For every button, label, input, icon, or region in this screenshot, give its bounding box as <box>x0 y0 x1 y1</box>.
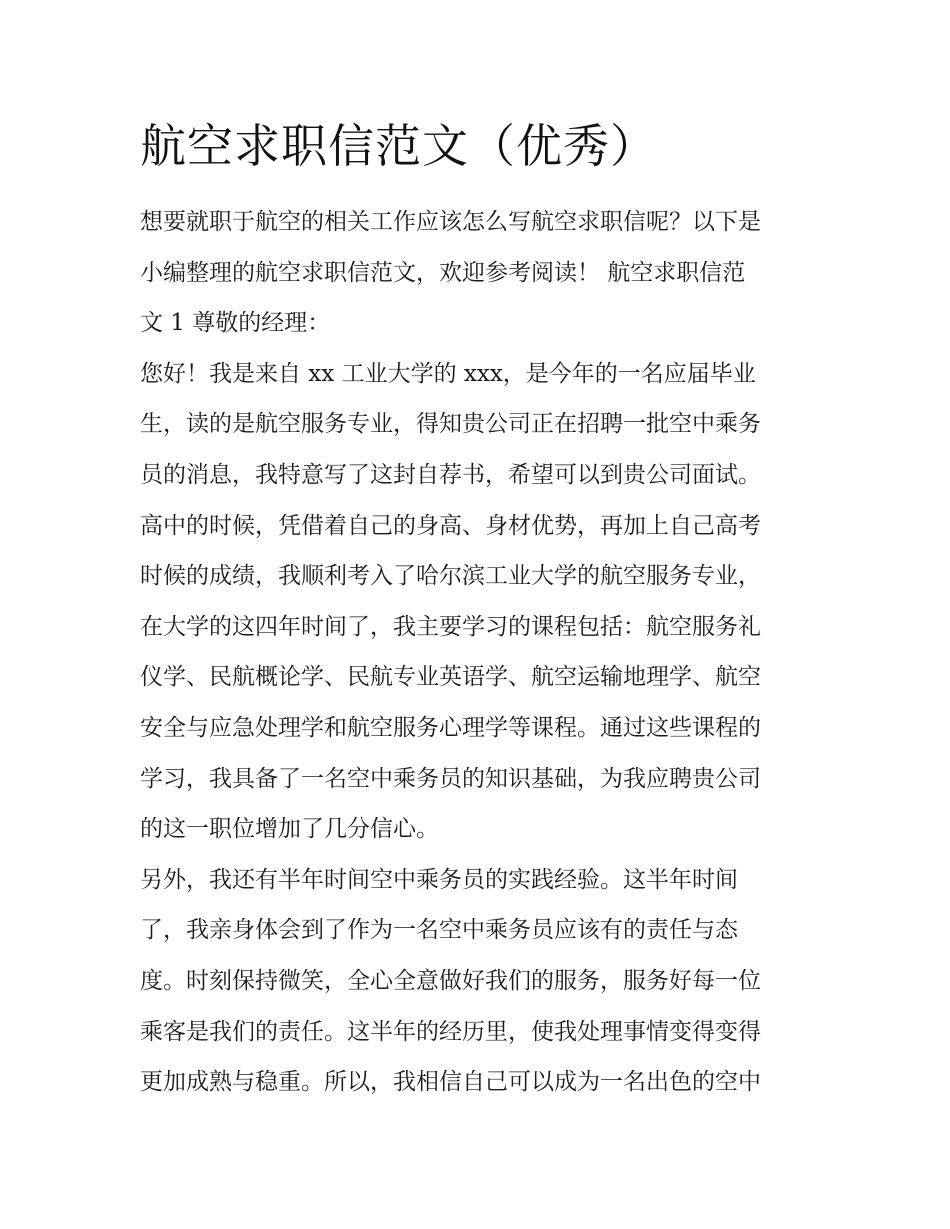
text-line: 时候的成绩，我顺利考入了哈尔滨工业大学的航空服务专业， <box>140 563 761 590</box>
text-line: 文 1 尊敬的经理： <box>140 310 331 337</box>
text-line: 高中的时候，凭借着自己的身高、身材优势，再加上自己高考 <box>140 512 761 539</box>
text-line: 乘客是我们的责任。这半年的经历里，使我处理事情变得变得 <box>140 1018 761 1045</box>
text-line: 安全与应急处理学和航空服务心理学等课程。通过这些课程的 <box>140 714 761 741</box>
document-body <box>140 197 830 1108</box>
text-line: 学习，我具备了一名空中乘务员的知识基础，为我应聘贵公司 <box>140 765 761 792</box>
text-line: 想要就职于航空的相关工作应该怎么写航空求职信呢？以下是 <box>140 209 761 235</box>
text-line: 另外，我还有半年时间空中乘务员的实践经验。这半年时间 <box>140 866 738 893</box>
text-line: 仪学、民航概论学、民航专业英语学、航空运输地理学、航空 <box>140 664 761 691</box>
text-line: 在大学的这四年时间了，我主要学习的课程包括：航空服务礼 <box>140 613 761 640</box>
text-line: 了，我亲身体会到了作为一名空中乘务员应该有的责任与态 <box>140 917 738 944</box>
text-line: 的这一职位增加了几分信心。 <box>140 816 439 843</box>
text-line: 小编整理的航空求职信范文，欢迎参考阅读！ 航空求职信范 <box>140 259 746 286</box>
text-line: 生，读的是航空服务专业，得知贵公司正在招聘一批空中乘务 <box>140 411 761 438</box>
text-line: 度。时刻保持微笑，全心全意做好我们的服务，服务好每一位 <box>140 967 761 994</box>
text-line: 更加成熟与稳重。所以，我相信自己可以成为一名出色的空中 <box>140 1069 761 1096</box>
document-title: 航空求职信范文（优秀） <box>140 119 657 173</box>
text-line: 员的消息，我特意写了这封自荐书，希望可以到贵公司面试。 <box>140 461 761 488</box>
text-line: 您好！我是来自 xx 工业大学的 xxx，是今年的一名应届毕业 <box>140 360 756 387</box>
